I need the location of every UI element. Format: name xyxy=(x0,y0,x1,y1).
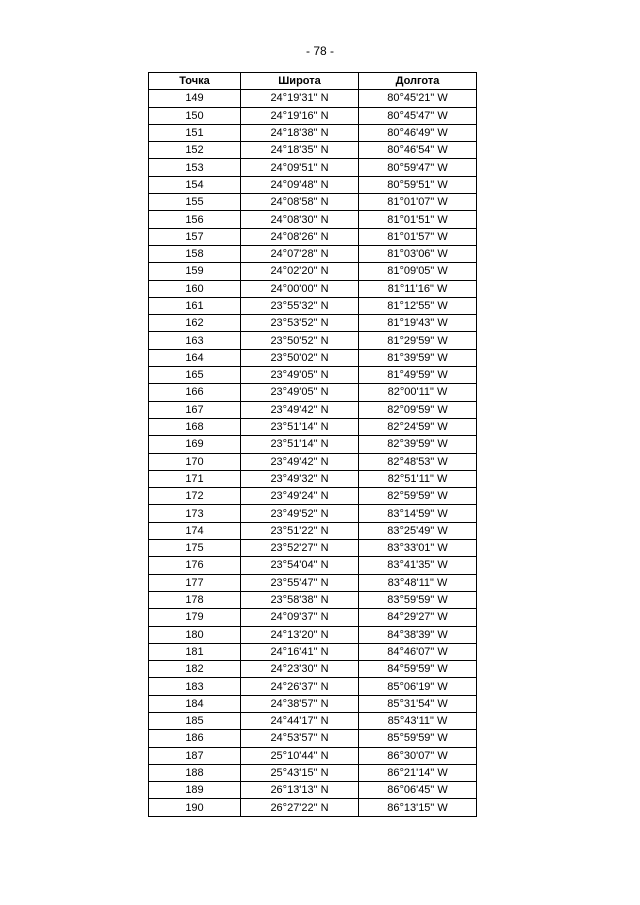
cell-point: 176 xyxy=(149,557,241,574)
table-row xyxy=(149,574,477,591)
cell-latitude: 24°09'37" N xyxy=(241,609,359,626)
cell-point: 162 xyxy=(149,315,241,332)
cell-longitude: 85°43'11" W xyxy=(359,712,477,729)
cell-latitude: 23°51'22" N xyxy=(241,522,359,539)
cell-latitude: 24°13'20" N xyxy=(241,626,359,643)
cell-point: 186 xyxy=(149,730,241,747)
table-row xyxy=(149,609,477,626)
table-row xyxy=(149,712,477,729)
table-row xyxy=(149,194,477,211)
cell-latitude: 23°52'27" N xyxy=(241,540,359,557)
coordinates-table xyxy=(148,72,477,817)
cell-longitude: 84°59'59" W xyxy=(359,661,477,678)
cell-latitude: 23°49'05" N xyxy=(241,384,359,401)
cell-latitude: 25°10'44" N xyxy=(241,747,359,764)
cell-point: 152 xyxy=(149,142,241,159)
cell-point: 153 xyxy=(149,159,241,176)
table-row xyxy=(149,349,477,366)
table-row xyxy=(149,315,477,332)
cell-longitude: 81°19'43" W xyxy=(359,315,477,332)
table-row xyxy=(149,678,477,695)
cell-point: 163 xyxy=(149,332,241,349)
cell-point: 165 xyxy=(149,367,241,384)
cell-longitude: 81°09'05" W xyxy=(359,263,477,280)
cell-latitude: 24°08'58" N xyxy=(241,194,359,211)
table-row xyxy=(149,453,477,470)
cell-latitude: 24°53'57" N xyxy=(241,730,359,747)
cell-longitude: 81°01'51" W xyxy=(359,211,477,228)
cell-latitude: 23°51'14" N xyxy=(241,436,359,453)
cell-longitude: 81°49'59" W xyxy=(359,367,477,384)
cell-longitude: 83°25'49" W xyxy=(359,522,477,539)
cell-latitude: 23°54'04" N xyxy=(241,557,359,574)
table-row xyxy=(149,245,477,262)
cell-longitude: 80°59'47" W xyxy=(359,159,477,176)
cell-longitude: 83°59'59" W xyxy=(359,591,477,608)
cell-point: 190 xyxy=(149,799,241,816)
header-point: Точка xyxy=(149,73,241,90)
cell-longitude: 83°41'35" W xyxy=(359,557,477,574)
table-row xyxy=(149,695,477,712)
cell-latitude: 24°09'48" N xyxy=(241,176,359,193)
cell-longitude: 81°01'07" W xyxy=(359,194,477,211)
cell-point: 178 xyxy=(149,591,241,608)
cell-point: 150 xyxy=(149,107,241,124)
table-row xyxy=(149,626,477,643)
cell-longitude: 85°31'54" W xyxy=(359,695,477,712)
cell-point: 166 xyxy=(149,384,241,401)
cell-latitude: 24°19'16" N xyxy=(241,107,359,124)
table-row xyxy=(149,764,477,781)
cell-latitude: 23°53'52" N xyxy=(241,315,359,332)
cell-longitude: 84°38'39" W xyxy=(359,626,477,643)
table-row xyxy=(149,522,477,539)
cell-longitude: 86°21'14" W xyxy=(359,764,477,781)
table-row xyxy=(149,661,477,678)
cell-point: 149 xyxy=(149,90,241,107)
cell-latitude: 24°26'37" N xyxy=(241,678,359,695)
cell-latitude: 23°49'42" N xyxy=(241,453,359,470)
cell-latitude: 24°38'57" N xyxy=(241,695,359,712)
cell-longitude: 81°03'06" W xyxy=(359,245,477,262)
table-row xyxy=(149,747,477,764)
table-row xyxy=(149,263,477,280)
cell-longitude: 82°24'59" W xyxy=(359,418,477,435)
cell-longitude: 81°12'55" W xyxy=(359,297,477,314)
cell-longitude: 84°46'07" W xyxy=(359,643,477,660)
cell-point: 183 xyxy=(149,678,241,695)
cell-latitude: 24°02'20" N xyxy=(241,263,359,280)
cell-point: 181 xyxy=(149,643,241,660)
cell-longitude: 81°11'16" W xyxy=(359,280,477,297)
table-header-row xyxy=(149,73,477,90)
cell-latitude: 23°49'42" N xyxy=(241,401,359,418)
cell-latitude: 23°50'52" N xyxy=(241,332,359,349)
table-row xyxy=(149,418,477,435)
table-row xyxy=(149,557,477,574)
table-row xyxy=(149,540,477,557)
cell-longitude: 81°01'57" W xyxy=(359,228,477,245)
cell-longitude: 83°48'11" W xyxy=(359,574,477,591)
cell-point: 159 xyxy=(149,263,241,280)
cell-latitude: 23°49'32" N xyxy=(241,470,359,487)
table-row xyxy=(149,488,477,505)
cell-longitude: 84°29'27" W xyxy=(359,609,477,626)
cell-point: 151 xyxy=(149,124,241,141)
table-row xyxy=(149,799,477,816)
cell-longitude: 83°14'59" W xyxy=(359,505,477,522)
cell-point: 173 xyxy=(149,505,241,522)
cell-longitude: 86°30'07" W xyxy=(359,747,477,764)
cell-longitude: 80°45'21" W xyxy=(359,90,477,107)
cell-longitude: 86°13'15" W xyxy=(359,799,477,816)
table-row xyxy=(149,280,477,297)
cell-longitude: 80°45'47" W xyxy=(359,107,477,124)
cell-longitude: 85°06'19" W xyxy=(359,678,477,695)
cell-point: 156 xyxy=(149,211,241,228)
cell-latitude: 23°55'32" N xyxy=(241,297,359,314)
table-row xyxy=(149,643,477,660)
cell-longitude: 82°51'11" W xyxy=(359,470,477,487)
cell-point: 168 xyxy=(149,418,241,435)
cell-point: 182 xyxy=(149,661,241,678)
cell-latitude: 23°55'47" N xyxy=(241,574,359,591)
table-row xyxy=(149,159,477,176)
table-row xyxy=(149,436,477,453)
table-row xyxy=(149,401,477,418)
cell-longitude: 83°33'01" W xyxy=(359,540,477,557)
cell-longitude: 81°39'59" W xyxy=(359,349,477,366)
cell-longitude: 80°46'49" W xyxy=(359,124,477,141)
cell-point: 188 xyxy=(149,764,241,781)
table-row xyxy=(149,505,477,522)
cell-point: 161 xyxy=(149,297,241,314)
cell-point: 187 xyxy=(149,747,241,764)
cell-point: 154 xyxy=(149,176,241,193)
cell-longitude: 81°29'59" W xyxy=(359,332,477,349)
cell-point: 155 xyxy=(149,194,241,211)
cell-point: 175 xyxy=(149,540,241,557)
table-row xyxy=(149,591,477,608)
cell-latitude: 24°09'51" N xyxy=(241,159,359,176)
cell-longitude: 82°39'59" W xyxy=(359,436,477,453)
table-body xyxy=(149,90,477,816)
cell-point: 189 xyxy=(149,782,241,799)
table-row xyxy=(149,107,477,124)
cell-longitude: 82°48'53" W xyxy=(359,453,477,470)
page-number: - 78 - xyxy=(305,44,334,58)
table-row xyxy=(149,211,477,228)
cell-latitude: 24°23'30" N xyxy=(241,661,359,678)
cell-longitude: 82°59'59" W xyxy=(359,488,477,505)
cell-latitude: 23°49'05" N xyxy=(241,367,359,384)
cell-latitude: 23°50'02" N xyxy=(241,349,359,366)
cell-latitude: 24°08'30" N xyxy=(241,211,359,228)
cell-point: 164 xyxy=(149,349,241,366)
cell-point: 167 xyxy=(149,401,241,418)
cell-longitude: 82°09'59" W xyxy=(359,401,477,418)
cell-point: 185 xyxy=(149,712,241,729)
cell-point: 157 xyxy=(149,228,241,245)
cell-longitude: 82°00'11" W xyxy=(359,384,477,401)
cell-latitude: 25°43'15" N xyxy=(241,764,359,781)
header-longitude: Долгота xyxy=(359,73,477,90)
cell-longitude: 80°46'54" W xyxy=(359,142,477,159)
cell-point: 169 xyxy=(149,436,241,453)
table-row xyxy=(149,297,477,314)
table-row xyxy=(149,332,477,349)
table-row xyxy=(149,384,477,401)
cell-latitude: 24°18'35" N xyxy=(241,142,359,159)
cell-point: 180 xyxy=(149,626,241,643)
cell-point: 174 xyxy=(149,522,241,539)
table-row xyxy=(149,142,477,159)
cell-point: 171 xyxy=(149,470,241,487)
cell-latitude: 24°18'38" N xyxy=(241,124,359,141)
table-row xyxy=(149,90,477,107)
cell-longitude: 86°06'45" W xyxy=(359,782,477,799)
cell-latitude: 23°49'24" N xyxy=(241,488,359,505)
cell-point: 184 xyxy=(149,695,241,712)
table-row xyxy=(149,176,477,193)
cell-latitude: 23°49'52" N xyxy=(241,505,359,522)
cell-longitude: 80°59'51" W xyxy=(359,176,477,193)
table-row xyxy=(149,730,477,747)
cell-latitude: 23°51'14" N xyxy=(241,418,359,435)
table-row xyxy=(149,782,477,799)
header-latitude: Широта xyxy=(241,73,359,90)
cell-point: 179 xyxy=(149,609,241,626)
table-row xyxy=(149,124,477,141)
cell-latitude: 24°44'17" N xyxy=(241,712,359,729)
cell-point: 158 xyxy=(149,245,241,262)
cell-latitude: 24°00'00" N xyxy=(241,280,359,297)
cell-latitude: 24°16'41" N xyxy=(241,643,359,660)
cell-latitude: 26°13'13" N xyxy=(241,782,359,799)
table-row xyxy=(149,470,477,487)
cell-latitude: 26°27'22" N xyxy=(241,799,359,816)
cell-latitude: 24°08'26" N xyxy=(241,228,359,245)
cell-point: 170 xyxy=(149,453,241,470)
cell-latitude: 23°58'38" N xyxy=(241,591,359,608)
cell-latitude: 24°19'31" N xyxy=(241,90,359,107)
cell-point: 160 xyxy=(149,280,241,297)
table-row xyxy=(149,367,477,384)
cell-latitude: 24°07'28" N xyxy=(241,245,359,262)
cell-point: 172 xyxy=(149,488,241,505)
table-row xyxy=(149,228,477,245)
cell-longitude: 85°59'59" W xyxy=(359,730,477,747)
cell-point: 177 xyxy=(149,574,241,591)
